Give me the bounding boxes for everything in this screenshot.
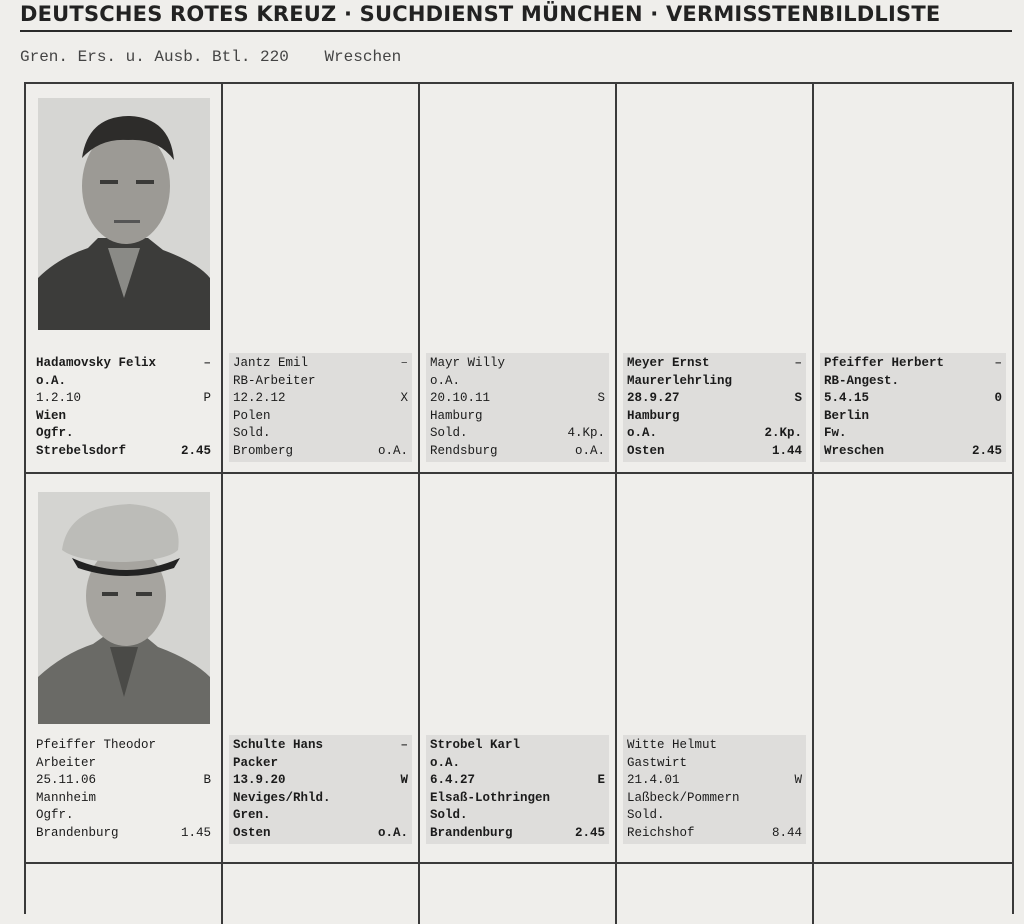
soldier-cap-photo [38,492,210,724]
person-name: Witte Helmut [627,738,718,752]
last-place: Osten [627,443,665,458]
dash-mark: – [994,356,1002,370]
person-record [623,353,806,462]
person-cell [26,474,223,862]
person-record [426,735,609,844]
code: B [203,773,211,787]
birth-date: 1.2.10 [36,391,82,405]
occupation: o.A. [36,373,67,388]
code: E [597,773,605,787]
rank: Ogfr. [36,426,74,440]
person-record [426,353,609,462]
code: 0 [994,391,1002,405]
person-name: Strobel Karl [430,738,521,752]
grid-row-2 [26,474,1012,864]
occupation: RB-Arbeiter [233,373,316,388]
empty-cell [814,474,1012,862]
rank: Gren. [233,808,271,822]
person-cell [814,84,1012,472]
last-place: Brandenburg [430,825,513,840]
last-place: Bromberg [233,443,294,458]
birth-date: 25.11.06 [36,773,97,787]
document-header [20,0,1012,32]
birth-place: Polen [233,408,271,423]
occupation: RB-Angest. [824,373,900,388]
person-cell [223,474,420,862]
last-place: Osten [233,825,271,840]
person-cell [617,84,814,472]
birth-date: 6.4.27 [430,773,476,787]
code: W [794,773,802,787]
code: S [794,391,802,405]
person-name: Pfeiffer Theodor [36,738,157,752]
birth-place: Wien [36,408,67,423]
birth-date: 12.2.12 [233,391,286,405]
person-record [820,353,1006,462]
rank: Sold. [430,426,468,440]
rank: Sold. [430,808,468,822]
missing-persons-grid [24,82,1014,914]
rank: Fw. [824,426,847,440]
last-place: Rendsburg [430,443,498,458]
person-name: Hadamovsky Felix [36,356,157,370]
rank: Sold. [627,808,665,822]
grid-row-1 [26,84,1012,474]
birth-place: Hamburg [627,408,680,423]
person-cell [420,84,617,472]
person-record [32,735,215,844]
birth-date: 13.9.20 [233,773,286,787]
dash-mark: – [794,356,802,370]
birth-place: Hamburg [430,408,483,423]
last-date: o.A. [377,825,408,840]
person-cell [420,474,617,862]
person-record [32,353,215,462]
person-record [229,353,412,462]
last-place: Brandenburg [36,825,119,840]
person-name: Meyer Ernst [627,356,710,370]
birth-place: Berlin [824,408,870,423]
occupation: Arbeiter [36,755,97,770]
dash-mark: – [400,738,408,752]
birth-date: 20.10.11 [430,391,491,405]
unit-name: Gren. Ers. u. Ausb. Btl. 220 [20,48,289,66]
grid-row-3 [26,864,1012,924]
empty-cell [223,864,420,924]
occupation: Gastwirt [627,755,688,770]
person-name: Schulte Hans [233,738,324,752]
empty-cell [26,864,223,924]
person-name: Jantz Emil [233,356,309,370]
person-cell [617,474,814,862]
person-record [229,735,412,844]
birth-date: 21.4.01 [627,773,680,787]
last-place: Reichshof [627,825,695,840]
rank: Sold. [233,426,271,440]
occupation: Maurerlehrling [627,373,733,388]
last-date: o.A. [377,443,408,458]
code: P [203,391,211,405]
last-place: Strebelsdorf [36,443,127,458]
subheader [20,48,401,66]
person-record [623,735,806,844]
last-date: o.A. [574,443,605,458]
birth-place: Mannheim [36,790,97,805]
empty-cell [420,864,617,924]
birth-place: Laßbeck/Pommern [627,790,740,805]
unit-place: Wreschen [324,48,402,66]
portrait-photo [38,98,210,330]
last-date: 1.44 [771,443,802,458]
birth-place: Elsaß-Lothringen [430,790,551,805]
rank: o.A. [627,426,658,440]
last-date: 2.45 [971,443,1002,458]
code: W [400,773,408,787]
birth-date: 5.4.15 [824,391,870,405]
header-title: DEUTSCHES ROTES KREUZ · SUCHDIENST MÜNCHEN · VERMISSTENBILDLISTE [20,2,941,26]
occupation: Packer [233,755,279,770]
last-date: 8.44 [771,825,802,840]
empty-cell [814,864,1012,924]
person-name: Pfeiffer Herbert [824,356,945,370]
last-date: 1.45 [180,825,211,840]
company: 2.Kp. [764,426,802,440]
occupation: o.A. [430,373,461,388]
occupation: o.A. [430,755,461,770]
dash-mark: – [400,356,408,370]
person-cell [26,84,223,472]
last-date: 2.45 [180,443,211,458]
last-date: 2.45 [574,825,605,840]
person-cell [223,84,420,472]
empty-cell [617,864,814,924]
birth-date: 28.9.27 [627,391,680,405]
dash-mark: – [203,356,211,370]
last-place: Wreschen [824,443,885,458]
birth-place: Neviges/Rhld. [233,790,331,805]
code: X [400,391,408,405]
rank: Ogfr. [36,808,74,822]
person-name: Mayr Willy [430,356,506,370]
code: S [597,391,605,405]
company: 4.Kp. [567,426,605,440]
